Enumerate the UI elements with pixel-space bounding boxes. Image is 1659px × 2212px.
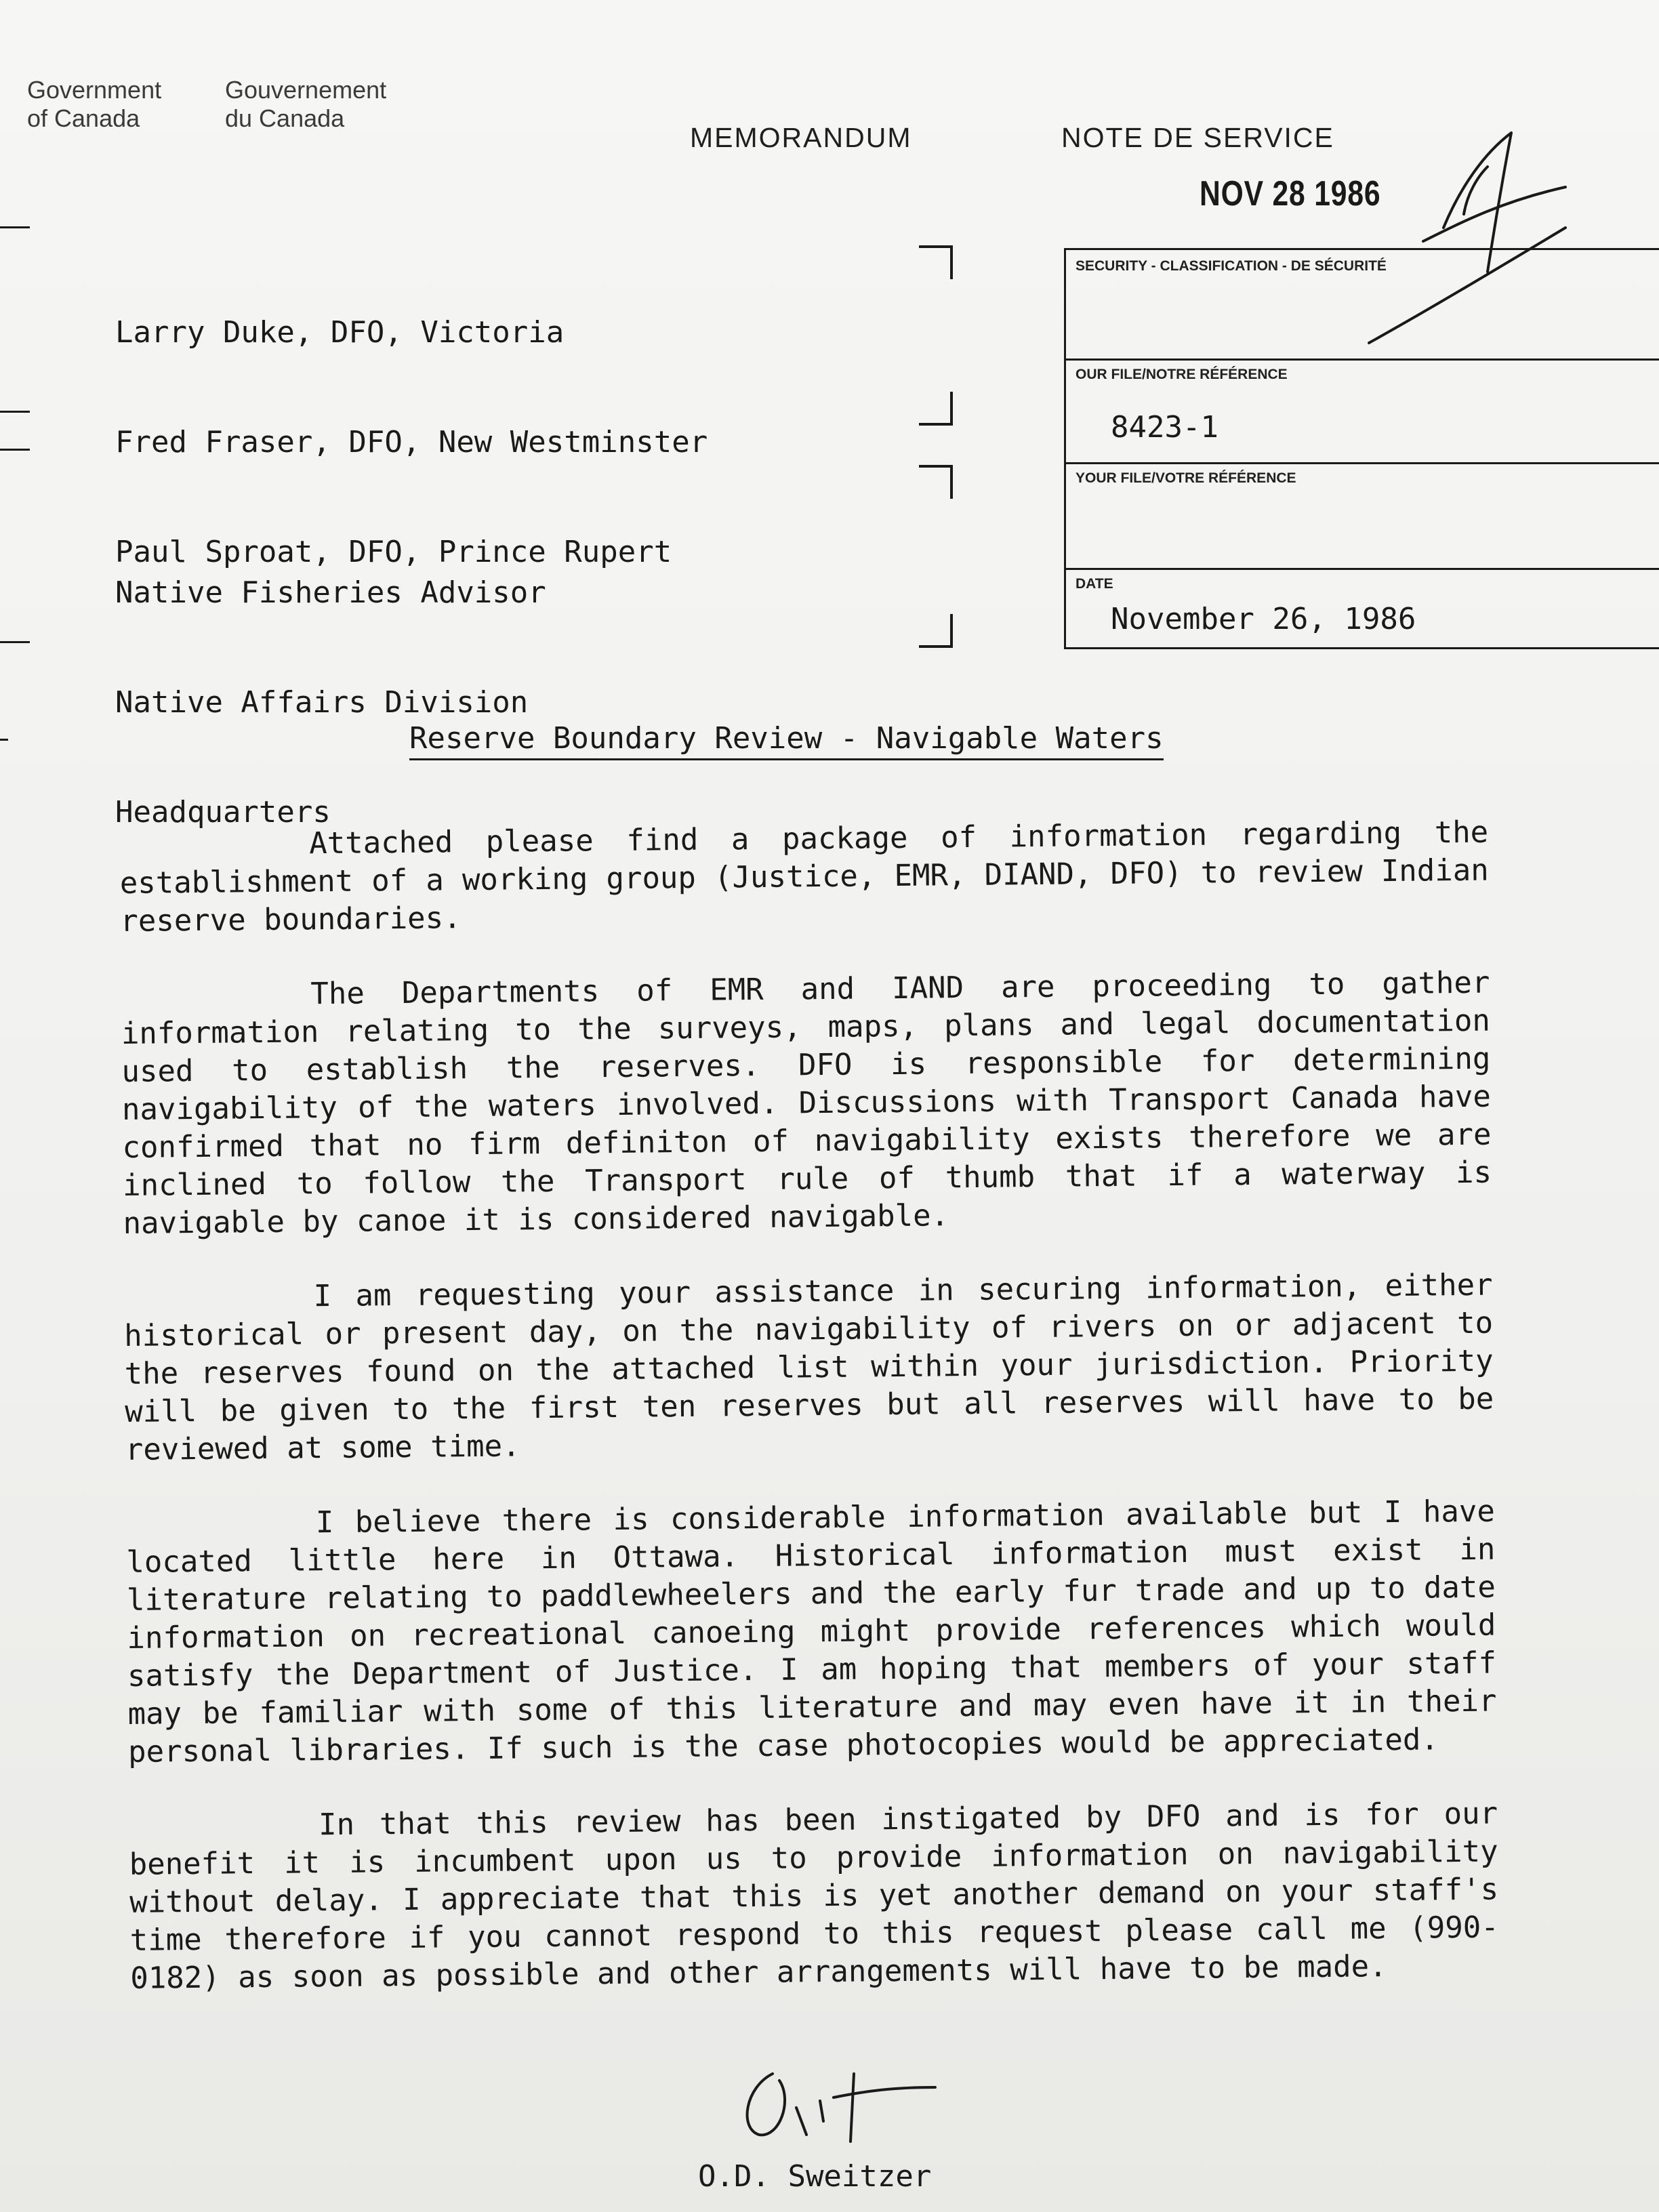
- body-paragraph: In that this review has been instigated by DFO and is for our benefit it is incumbent upon us to provide information on navigability without delay. I appreciate that this is yet another demand on your staff's time therefore if you cannot respond to this request please call me (990-0182) as soon as possible and other arrangements will have to be made.: [129, 1796, 1499, 1996]
- address-bracket: [919, 614, 953, 648]
- sender-line: Headquarters: [115, 795, 331, 830]
- recipient-line: Paul Sproat, DFO, Prince Rupert: [115, 535, 672, 569]
- date-received-stamp: NOV 28 1986: [1200, 174, 1381, 213]
- recipient-line: Larry Duke, DFO, Victoria: [115, 315, 565, 350]
- sender-line: Native Affairs Division: [115, 685, 529, 720]
- reference-info-box: [1064, 248, 1659, 649]
- subject-line: Reserve Boundary Review - Navigable Waters: [409, 721, 1164, 760]
- our-file-number: 8423-1: [1111, 410, 1218, 445]
- body-paragraph: I am requesting your assistance in securing information, either historical or present day, on the navigability of rivers on or adjacent to the reserves found on the attached list within your jurisdiction. Priority will be given to the first ten reserves but all reserves will have to be reviewed at some time.: [123, 1267, 1494, 1467]
- margin-tick: [0, 449, 30, 451]
- margin-tick: [0, 226, 30, 228]
- our-file-cell: OUR FILE/NOTRE RÉFÉRENCE 8423-1: [1066, 359, 1659, 464]
- recipient-line: Fred Fraser, DFO, New Westminster: [115, 425, 708, 459]
- body-paragraph: I believe there is considerable information available but I have located little here in Ottawa. Historical information must exist in literature relating to paddlewheelers and the early fur trade and up to date information on recreational canoeing might provide references which would satisfy the Department of Justice. I am hoping that members of your staff may be familiar with some of this literature and may even have it in their personal libraries. If such is the case photocopies would be appreciated.: [126, 1494, 1497, 1769]
- body-paragraph: The Departments of EMR and IAND are proceeding to gather information relating to the surveys, maps, plans and legal documentation used to establish the reserves. DFO is responsible for determining navigability of the waters involved. Discussions with Transport Canada have confirmed that no firm definiton of navigability exists therefore we are inclined to follow the Transport rule of thumb that if a waterway is navigable by canoe it is considered navigable.: [121, 965, 1492, 1241]
- your-file-cell: YOUR FILE/VOTRE RÉFÉRENCE: [1066, 462, 1659, 570]
- margin-tick: [0, 411, 30, 413]
- address-bracket: [919, 245, 953, 279]
- address-bracket: [919, 392, 953, 426]
- government-of-canada-en: Government of Canada: [27, 76, 162, 132]
- sender-line: Native Fisheries Advisor: [115, 575, 546, 610]
- memo-body: [119, 814, 1500, 2034]
- handwritten-signature: [732, 2060, 949, 2148]
- body-paragraph: Attached please find a package of information regarding the establishment of a working group (Justice, EMR, DIAND, DFO) to review Indian reserve boundaries.: [119, 815, 1489, 939]
- date-cell: DATE November 26, 1986: [1076, 576, 1416, 636]
- signatory-name: O.D. Sweitzer: [698, 2159, 932, 2194]
- security-classification-cell: SECURITY - CLASSIFICATION - DE SÉCURITÉ: [1066, 250, 1659, 361]
- address-bracket: [919, 465, 953, 499]
- margin-tick: [0, 641, 30, 643]
- memo-date: November 26, 1986: [1111, 602, 1416, 636]
- memorandum-heading: MEMORANDUM: [690, 122, 912, 153]
- note-de-service-heading: NOTE DE SERVICE: [1061, 122, 1334, 153]
- government-of-canada-fr: Gouvernement du Canada: [225, 76, 387, 132]
- margin-tick: [0, 739, 8, 741]
